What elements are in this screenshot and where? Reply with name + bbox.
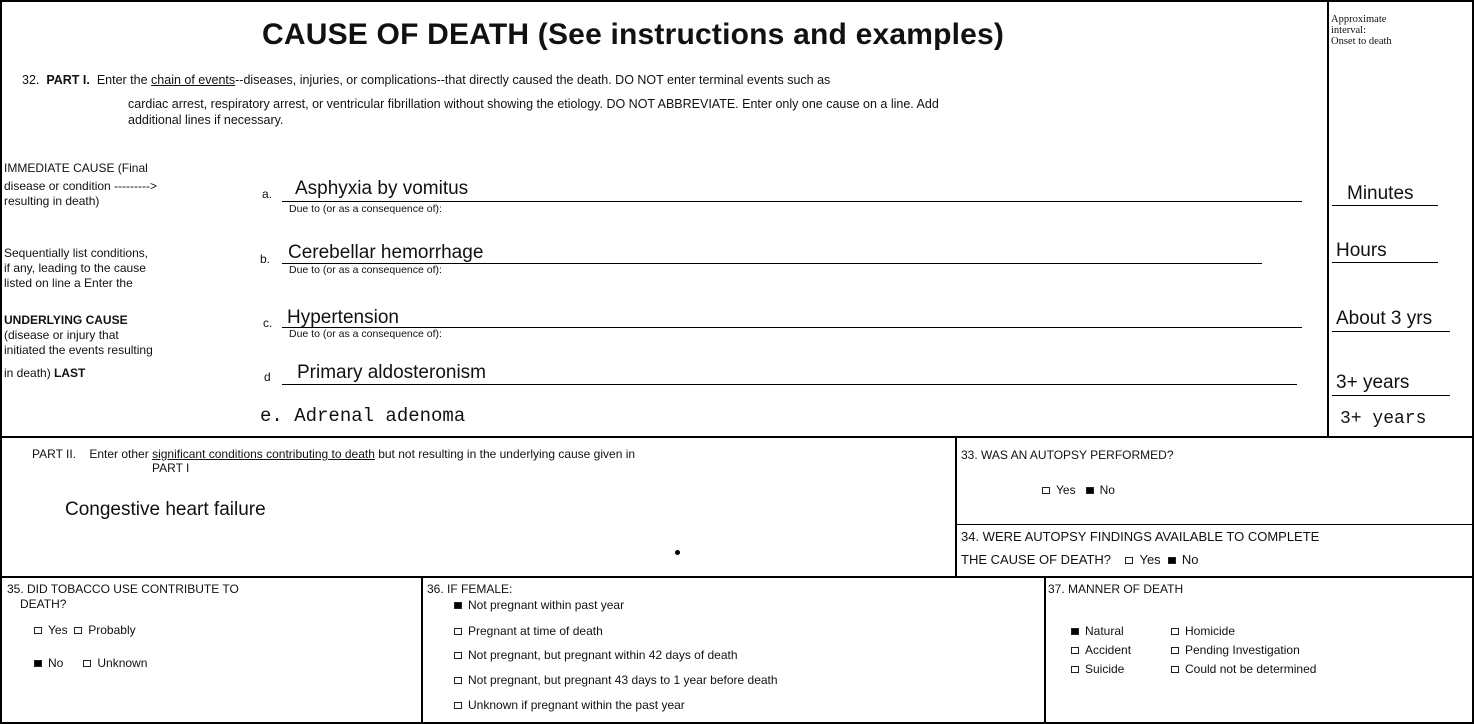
q34-no-label: No — [1181, 552, 1199, 567]
cause-a-field[interactable]: Asphyxia by vomitus — [295, 178, 469, 199]
q37-suicide-label: Suicide — [1085, 662, 1125, 676]
immediate-label-1: IMMEDIATE CAUSE (Final — [4, 161, 148, 175]
q35-q36-divider — [421, 576, 423, 724]
part2-instr-a: Enter other — [89, 447, 153, 461]
q37-suicide-checkbox[interactable] — [1071, 666, 1079, 673]
q36-option-1-label: Not pregnant within past year — [468, 598, 625, 612]
due-to-c: Due to (or as a consequence of): — [289, 328, 442, 340]
part2-answer-field[interactable]: Congestive heart failure — [65, 499, 266, 520]
under-label-2: (disease or injury that — [4, 328, 119, 342]
part1-number: 32. — [22, 73, 40, 87]
due-to-a: Due to (or as a consequence of): — [289, 203, 442, 215]
interval-d-underline — [1332, 395, 1450, 396]
immediate-label-3: resulting in death) — [4, 194, 100, 208]
cause-d-letter: d — [264, 370, 271, 384]
q36-option-3 — [454, 648, 738, 663]
cause-d-field[interactable]: Primary aldosteronism — [297, 362, 486, 383]
q35-label — [7, 582, 239, 612]
seq-label-2: if any, leading to the cause — [4, 261, 146, 275]
interval-b-underline — [1332, 262, 1438, 263]
q33-options — [1042, 483, 1115, 498]
part2-instruction-part1: PART I — [152, 461, 190, 475]
q35-label-2: DEATH? — [20, 597, 67, 611]
q36-label: 36. IF FEMALE: — [427, 582, 513, 596]
cause-c-letter: c. — [263, 316, 273, 330]
part1-instruction-line2: cardiac arrest, respiratory arrest, or ventricular fibrillation without showing the etiology. DO NOT ABBREVIATE. Enter only one cause on a line. Add — [128, 97, 939, 111]
form-title: CAUSE OF DEATH (See instructions and examples) — [262, 18, 1005, 51]
part1-instr-b: --diseases, injuries, or complications--that directly caused the death. DO NOT enter terminal events such as — [235, 73, 831, 87]
cause-b-field[interactable]: Cerebellar hemorrhage — [288, 242, 484, 263]
q35-yes-checkbox[interactable] — [34, 627, 42, 634]
q35-label-1: 35. DID TOBACCO USE CONTRIBUTE TO — [7, 582, 239, 596]
q34-yes-label: Yes — [1139, 552, 1161, 567]
q36-option-4 — [454, 673, 778, 688]
interval-e-field[interactable]: 3+ years — [1340, 409, 1427, 429]
part2-top-divider — [2, 436, 1474, 438]
under-label-last: LAST — [54, 366, 86, 380]
q34-label-1: 34. WERE AUTOPSY FINDINGS AVAILABLE TO COMPLETE — [961, 529, 1320, 544]
q34-label-2: THE CAUSE OF DEATH? — [961, 552, 1112, 567]
significant-conditions-term: significant conditions contributing to death — [152, 447, 375, 461]
q36-option-3-label: Not pregnant, but pregnant within 42 days of death — [468, 648, 738, 662]
q36-option-2-label: Pregnant at time of death — [468, 624, 603, 638]
q33-no-label: No — [1099, 483, 1115, 497]
interval-c-field[interactable]: About 3 yrs — [1336, 308, 1433, 329]
q36-option-4-checkbox[interactable] — [454, 677, 462, 684]
seq-label-1: Sequentially list conditions, — [4, 246, 149, 260]
q36-option-5 — [454, 698, 685, 713]
q37-natural-checkbox[interactable] — [1071, 628, 1079, 635]
q37-homicide-checkbox[interactable] — [1171, 628, 1179, 635]
interval-d-field[interactable]: 3+ years — [1336, 372, 1410, 393]
q37-homicide-label: Homicide — [1185, 624, 1236, 638]
cause-b-letter: b. — [260, 252, 271, 266]
q37-natural-label: Natural — [1085, 624, 1124, 638]
q37-accident-label: Accident — [1085, 643, 1132, 657]
q36-option-5-label: Unknown if pregnant within the past year — [468, 698, 685, 712]
seq-label-3: listed on line a Enter the — [4, 276, 133, 290]
immediate-cause-label — [4, 161, 157, 209]
q37-pending-checkbox[interactable] — [1171, 647, 1179, 654]
q36-option-1 — [454, 598, 624, 613]
cause-e-field[interactable]: e. Adrenal adenoma — [260, 405, 466, 427]
q33-no-checkbox[interactable] — [1086, 487, 1094, 494]
part2-instr-b: but not resulting in the underlying cause given in — [374, 447, 636, 461]
q34-no-checkbox[interactable] — [1168, 557, 1176, 564]
part2-label: PART II. — [32, 447, 77, 461]
q35-unknown-label: Unknown — [97, 656, 148, 670]
cause-a-underline — [282, 201, 1302, 202]
interval-c-underline — [1332, 331, 1450, 332]
q37-undetermined-label: Could not be determined — [1185, 662, 1317, 676]
q36-option-4-label: Not pregnant, but pregnant 43 days to 1 year before death — [468, 673, 778, 687]
q33-q34-divider — [955, 524, 1474, 525]
part1-instruction-line3: additional lines if necessary. — [128, 113, 284, 127]
interval-a-underline — [1332, 205, 1438, 206]
q33-yes-checkbox[interactable] — [1042, 487, 1050, 494]
interval-b-field[interactable]: Hours — [1336, 240, 1387, 261]
q37-pending-label: Pending Investigation — [1185, 643, 1300, 657]
q37-label: 37. MANNER OF DEATH — [1048, 582, 1184, 596]
interval-column-divider — [1327, 2, 1329, 436]
interval-header-line1: Approximate — [1331, 14, 1387, 25]
due-to-b: Due to (or as a consequence of): — [289, 264, 442, 276]
q33-label: 33. WAS AN AUTOPSY PERFORMED? — [961, 448, 1174, 462]
cause-a-letter: a. — [262, 187, 273, 201]
q35-probably-checkbox[interactable] — [74, 627, 82, 634]
part1-label: PART I. — [46, 73, 90, 87]
q35-yes-label: Yes — [48, 623, 68, 637]
q37-accident-checkbox[interactable] — [1071, 647, 1079, 654]
q35-row2 — [34, 656, 147, 671]
q33-yes-label: Yes — [1056, 483, 1076, 497]
interval-header-line2: interval: — [1331, 25, 1366, 36]
chain-of-events-term: chain of events — [151, 73, 236, 87]
q35-probably-label: Probably — [88, 623, 136, 637]
q36-option-3-checkbox[interactable] — [454, 652, 462, 659]
q35-no-checkbox[interactable] — [34, 660, 42, 667]
bottom-section-divider — [2, 576, 1474, 578]
immediate-label-2: disease or condition ---------> — [4, 179, 158, 193]
sequential-conditions-label — [4, 246, 148, 291]
under-label-3: initiated the events resulting — [4, 343, 153, 357]
q36-q37-divider — [1044, 576, 1046, 724]
stray-dot — [675, 550, 680, 555]
q34-yes-checkbox[interactable] — [1125, 557, 1133, 564]
part2-instruction — [32, 447, 635, 462]
interval-header-line3: Onset to death — [1331, 36, 1392, 47]
q36-option-2 — [454, 624, 603, 639]
interval-a-field[interactable]: Minutes — [1347, 183, 1414, 204]
cause-c-field[interactable]: Hypertension — [287, 307, 399, 328]
under-label-4a: in death) — [4, 366, 55, 380]
q37-options — [1071, 624, 1451, 681]
q34-line2 — [961, 552, 1199, 567]
under-label-1: UNDERLYING CAUSE — [4, 313, 128, 327]
interval-header — [1331, 14, 1471, 47]
part1-instr-a: Enter the — [96, 73, 148, 87]
q37-undetermined-checkbox[interactable] — [1171, 666, 1179, 673]
cause-d-underline — [282, 384, 1297, 385]
q35-unknown-checkbox[interactable] — [83, 660, 91, 667]
q36-option-1-checkbox[interactable] — [454, 602, 462, 609]
part2-q33-divider — [955, 436, 957, 576]
q35-row1 — [34, 623, 136, 638]
q35-no-label: No — [48, 656, 64, 670]
part1-instruction-line1 — [22, 72, 830, 88]
q36-option-2-checkbox[interactable] — [454, 628, 462, 635]
underlying-cause-label — [4, 313, 153, 381]
q36-option-5-checkbox[interactable] — [454, 702, 462, 709]
